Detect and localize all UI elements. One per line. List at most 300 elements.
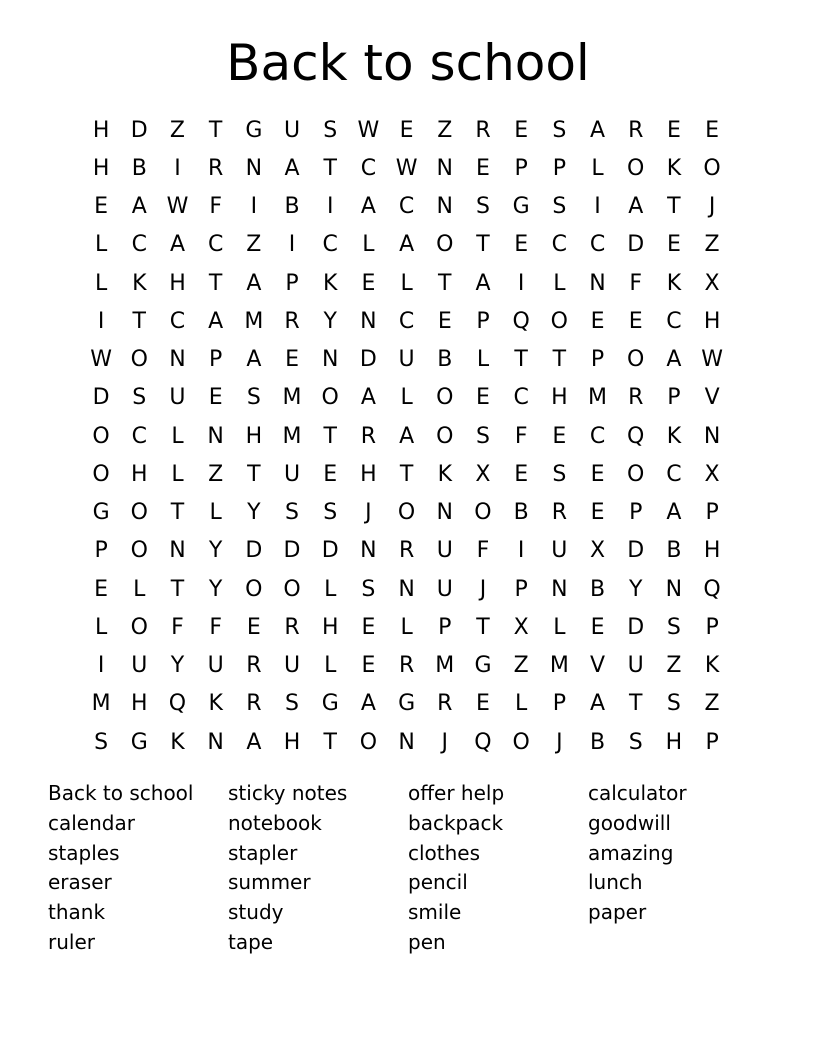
grid-letter[interactable]: N (360, 308, 377, 334)
grid-letter[interactable]: L (553, 270, 566, 296)
grid-letter[interactable]: K (666, 155, 682, 181)
grid-letter[interactable]: L (171, 423, 184, 449)
grid-letter[interactable]: I (288, 232, 296, 258)
grid-letter[interactable]: K (704, 653, 720, 679)
grid-letter[interactable]: T (208, 117, 223, 143)
grid-letter[interactable]: S (666, 614, 681, 640)
grid-letter[interactable]: P (705, 500, 719, 526)
grid-letter[interactable]: I (97, 653, 105, 679)
grid-letter[interactable]: W (701, 347, 723, 373)
grid-letter[interactable]: U (207, 653, 224, 679)
grid-letter[interactable]: O (474, 500, 492, 526)
grid-letter[interactable]: L (515, 691, 528, 717)
grid-letter[interactable]: S (666, 691, 681, 717)
grid-letter[interactable]: N (551, 576, 568, 602)
grid-letter[interactable]: H (703, 308, 721, 334)
grid-letter[interactable]: E (94, 576, 109, 602)
grid-letter[interactable]: G (92, 500, 110, 526)
grid-letter[interactable]: S (132, 385, 147, 411)
grid-letter[interactable]: T (514, 347, 528, 373)
grid-letter[interactable]: S (285, 500, 300, 526)
grid-letter[interactable]: W (395, 155, 418, 181)
grid-letter[interactable]: I (517, 270, 525, 296)
grid-letter[interactable]: P (705, 729, 719, 755)
grid-letter[interactable]: E (514, 461, 529, 487)
grid-letter[interactable]: Z (437, 117, 453, 143)
grid-letter[interactable]: N (665, 576, 683, 602)
grid-letter[interactable]: E (208, 385, 223, 411)
grid-letter[interactable]: O (512, 729, 530, 755)
grid-letter[interactable]: S (323, 500, 338, 526)
grid-letter[interactable]: A (399, 423, 415, 449)
grid-letter[interactable]: J (556, 729, 563, 755)
grid-letter[interactable]: I (517, 538, 525, 564)
grid-letter[interactable]: J (365, 500, 372, 526)
grid-letter[interactable]: A (399, 232, 415, 258)
grid-letter[interactable]: J (708, 194, 716, 220)
grid-letter[interactable]: C (207, 232, 224, 258)
grid-letter[interactable]: G (130, 729, 148, 755)
grid-letter[interactable]: Z (208, 461, 224, 487)
grid-letter[interactable]: E (514, 117, 529, 143)
grid-letter[interactable]: C (589, 232, 606, 258)
grid-letter[interactable]: D (627, 232, 645, 258)
grid-letter[interactable]: W (357, 117, 380, 143)
grid-letter[interactable]: T (323, 729, 337, 755)
grid-letter[interactable]: O (130, 500, 148, 526)
grid-letter[interactable]: N (207, 729, 224, 755)
grid-letter[interactable]: N (207, 423, 224, 449)
grid-letter[interactable]: E (285, 347, 299, 373)
grid-letter[interactable]: L (94, 614, 108, 640)
grid-letter[interactable]: R (475, 117, 491, 143)
grid-letter[interactable]: S (475, 194, 490, 220)
grid-letter[interactable]: F (476, 538, 490, 564)
grid-letter[interactable]: E (437, 308, 452, 334)
grid-letter[interactable]: U (398, 347, 415, 373)
grid-letter[interactable]: A (590, 691, 606, 717)
grid-letter[interactable]: B (589, 729, 606, 755)
grid-letter[interactable]: K (170, 729, 185, 755)
grid-letter[interactable]: K (437, 461, 452, 487)
grid-letter[interactable]: U (551, 538, 568, 564)
grid-letter[interactable]: G (474, 653, 492, 679)
word-list-item: Back to school (48, 781, 194, 805)
grid-letter[interactable]: Z (246, 232, 262, 258)
grid-letter[interactable]: C (513, 385, 529, 411)
grid-letter[interactable]: U (169, 385, 186, 411)
grid-letter[interactable]: G (321, 691, 339, 717)
grid-letter[interactable]: H (131, 461, 148, 487)
grid-letter[interactable]: K (208, 691, 223, 717)
grid-letter[interactable]: D (321, 538, 339, 564)
grid-letter[interactable]: R (246, 691, 262, 717)
grid-letter[interactable]: D (130, 117, 148, 143)
grid-letter[interactable]: A (360, 194, 376, 220)
grid-letter[interactable]: I (174, 155, 181, 181)
grid-letter[interactable]: T (628, 691, 643, 717)
grid-letter[interactable]: N (703, 423, 721, 449)
grid-letter[interactable]: T (323, 423, 337, 449)
grid-letter[interactable]: Y (628, 576, 643, 602)
grid-letter[interactable]: O (436, 385, 454, 411)
grid-letter[interactable]: C (398, 308, 415, 334)
grid-letter[interactable]: O (130, 538, 148, 564)
grid-letter[interactable]: T (476, 614, 490, 640)
grid-letter[interactable]: S (285, 691, 300, 717)
grid-letter[interactable]: P (209, 347, 223, 373)
grid-letter[interactable]: L (94, 232, 108, 258)
grid-letter[interactable]: C (551, 232, 568, 258)
grid-letter[interactable]: C (666, 461, 682, 487)
grid-letter[interactable]: E (590, 614, 605, 640)
grid-letter[interactable]: L (324, 576, 337, 602)
grid-letter[interactable]: Q (474, 729, 492, 755)
grid-letter[interactable]: H (169, 270, 186, 296)
grid-letter[interactable]: P (285, 270, 299, 296)
grid-letter[interactable]: J (479, 576, 487, 602)
grid-letter[interactable]: A (666, 500, 682, 526)
grid-letter[interactable]: A (131, 194, 147, 220)
grid-letter[interactable]: E (705, 117, 720, 143)
grid-letter[interactable]: R (360, 423, 377, 449)
grid-letter[interactable]: T (247, 461, 261, 487)
grid-letter[interactable]: O (703, 155, 721, 181)
grid-letter[interactable]: O (92, 423, 110, 449)
grid-letter[interactable]: E (552, 423, 567, 449)
grid-letter[interactable]: F (629, 270, 643, 296)
grid-letter[interactable]: B (284, 194, 300, 220)
grid-letter[interactable]: A (246, 270, 262, 296)
grid-letter[interactable]: H (321, 614, 339, 640)
grid-letter[interactable]: N (436, 194, 454, 220)
grid-letter[interactable]: A (169, 232, 185, 258)
grid-letter[interactable]: E (590, 500, 605, 526)
grid-letter[interactable]: N (169, 538, 186, 564)
grid-letter[interactable]: E (361, 270, 376, 296)
grid-letter[interactable]: Q (168, 691, 187, 717)
grid-letter[interactable]: Z (704, 232, 720, 258)
grid-letter[interactable]: Y (247, 500, 261, 526)
grid-letter[interactable]: K (323, 270, 338, 296)
grid-letter[interactable]: R (437, 691, 453, 717)
grid-letter[interactable]: E (590, 308, 605, 334)
grid-letter[interactable]: O (550, 308, 568, 334)
grid-letter[interactable]: P (590, 347, 605, 373)
grid-letter[interactable]: T (132, 308, 146, 334)
grid-letter[interactable]: N (321, 347, 339, 373)
grid-letter[interactable]: L (324, 653, 337, 679)
grid-letter[interactable]: C (169, 308, 186, 334)
grid-letter[interactable]: L (476, 347, 490, 373)
grid-letter[interactable]: I (594, 194, 601, 220)
grid-letter[interactable]: E (476, 385, 490, 411)
grid-letter[interactable]: S (552, 117, 567, 143)
grid-letter[interactable]: L (171, 461, 184, 487)
grid-letter[interactable]: A (208, 308, 224, 334)
grid-letter[interactable]: R (284, 308, 300, 334)
grid-letter[interactable]: P (629, 500, 643, 526)
grid-letter[interactable]: E (361, 653, 376, 679)
grid-letter[interactable]: W (90, 347, 112, 373)
grid-letter[interactable]: O (397, 500, 416, 526)
grid-letter[interactable]: S (552, 461, 567, 487)
grid-letter[interactable]: O (130, 347, 148, 373)
grid-letter[interactable]: B (437, 347, 453, 373)
grid-letter[interactable]: F (209, 194, 222, 220)
grid-letter[interactable]: G (245, 117, 263, 143)
grid-letter[interactable]: B (131, 155, 147, 181)
grid-letter[interactable]: O (627, 461, 645, 487)
grid-letter[interactable]: S (475, 423, 490, 449)
puzzle-title: Back to school (226, 34, 590, 92)
grid-letter[interactable]: O (436, 232, 454, 258)
word-list (48, 779, 768, 958)
grid-letter[interactable]: I (326, 194, 334, 220)
grid-letter[interactable]: P (514, 155, 528, 181)
grid-letter[interactable]: D (627, 614, 645, 640)
grid-letter[interactable]: D (283, 538, 301, 564)
grid-letter[interactable]: E (514, 232, 529, 258)
grid-letter[interactable]: X (475, 461, 491, 487)
grid-letter[interactable]: L (133, 576, 146, 602)
grid-letter[interactable]: O (245, 576, 263, 602)
grid-letter[interactable]: N (398, 729, 415, 755)
word-list-item: eraser (48, 870, 112, 895)
grid-letter[interactable]: Q (703, 576, 721, 602)
grid-letter[interactable]: P (476, 308, 490, 334)
grid-letter[interactable]: X (589, 538, 606, 564)
grid-letter[interactable]: Z (666, 653, 682, 679)
word-list-item: stapler (228, 840, 298, 865)
grid-letter[interactable]: J (441, 729, 449, 755)
grid-letter[interactable]: A (360, 691, 376, 717)
grid-letter[interactable]: O (436, 423, 454, 449)
grid-letter[interactable]: F (209, 614, 222, 640)
grid-letter[interactable]: P (552, 691, 566, 717)
grid-letter[interactable]: D (92, 385, 110, 411)
grid-letter[interactable]: Q (512, 308, 530, 334)
grid-letter[interactable]: D (359, 347, 377, 373)
grid-letter[interactable]: T (323, 155, 337, 181)
grid-letter[interactable]: K (666, 270, 682, 296)
grid-letter[interactable]: P (438, 614, 452, 640)
grid-letter[interactable]: H (283, 729, 301, 755)
grid-letter[interactable]: X (513, 614, 529, 640)
grid-letter[interactable]: P (514, 576, 528, 602)
word-column (408, 779, 588, 958)
grid-letter[interactable]: E (666, 232, 681, 258)
grid-letter[interactable]: F (514, 423, 528, 449)
grid-letter[interactable]: H (245, 423, 263, 449)
grid-letter[interactable]: I (97, 308, 105, 334)
grid-letter[interactable]: U (436, 538, 453, 564)
grid-letter[interactable]: O (321, 385, 339, 411)
grid-letter[interactable]: M (588, 385, 608, 411)
grid-letter[interactable]: E (361, 614, 376, 640)
grid-letter[interactable]: U (283, 461, 301, 487)
grid-letter[interactable]: P (94, 538, 108, 564)
grid-letter[interactable]: E (476, 155, 490, 181)
grid-letter[interactable]: E (628, 308, 643, 334)
grid-letter[interactable]: R (628, 117, 644, 143)
grid-letter[interactable]: N (398, 576, 415, 602)
grid-letter[interactable]: S (323, 117, 338, 143)
grid-letter[interactable]: C (131, 423, 147, 449)
grid-letter[interactable]: O (130, 614, 148, 640)
grid-letter[interactable]: N (360, 538, 377, 564)
grid-letter[interactable]: L (591, 155, 604, 181)
grid-letter[interactable]: O (283, 576, 301, 602)
grid-letter[interactable]: U (627, 653, 644, 679)
grid-letter[interactable]: C (131, 232, 147, 258)
grid-letter[interactable]: E (399, 117, 414, 143)
grid-letter[interactable]: H (551, 385, 568, 411)
grid-letter[interactable]: S (552, 194, 567, 220)
grid-letter[interactable]: H (92, 117, 110, 143)
grid-letter[interactable]: O (92, 461, 110, 487)
grid-letter[interactable]: K (666, 423, 682, 449)
grid-letter[interactable]: A (475, 270, 491, 296)
grid-letter[interactable]: M (244, 308, 264, 334)
grid-letter[interactable]: C (589, 423, 606, 449)
grid-letter[interactable]: A (246, 729, 262, 755)
grid-letter[interactable]: V (590, 653, 606, 679)
grid-letter[interactable]: T (208, 270, 223, 296)
grid-letter[interactable]: H (665, 729, 683, 755)
grid-letter[interactable]: B (513, 500, 529, 526)
grid-letter[interactable]: P (667, 385, 681, 411)
grid-letter[interactable]: X (704, 461, 720, 487)
word-list-item: lunch (588, 870, 643, 895)
grid-letter[interactable]: N (436, 155, 454, 181)
grid-letter[interactable]: N (245, 155, 263, 181)
grid-letter[interactable]: M (282, 423, 302, 449)
grid-letter[interactable]: U (436, 576, 453, 602)
grid-letter[interactable]: E (476, 691, 490, 717)
grid-letter[interactable]: F (171, 614, 184, 640)
grid-letter[interactable]: S (94, 729, 109, 755)
grid-letter[interactable]: Z (513, 653, 529, 679)
grid-letter[interactable]: H (703, 538, 721, 564)
grid-letter[interactable]: E (246, 614, 261, 640)
grid-letter[interactable]: H (360, 461, 377, 487)
grid-letter[interactable]: A (590, 117, 606, 143)
grid-letter[interactable]: K (132, 270, 147, 296)
grid-letter[interactable]: A (628, 194, 644, 220)
grid-letter[interactable]: S (361, 576, 376, 602)
grid-letter[interactable]: Y (170, 653, 185, 679)
grid-letter[interactable]: N (169, 347, 186, 373)
grid-letter[interactable]: D (627, 538, 645, 564)
grid-letter[interactable]: L (209, 500, 222, 526)
grid-letter[interactable]: R (246, 653, 262, 679)
grid-letter[interactable]: A (666, 347, 682, 373)
grid-letter[interactable]: N (436, 500, 454, 526)
grid-letter[interactable]: T (476, 232, 490, 258)
grid-letter[interactable]: U (283, 117, 301, 143)
grid-letter[interactable]: M (549, 653, 569, 679)
grid-letter[interactable]: G (398, 691, 416, 717)
grid-letter[interactable]: P (552, 155, 566, 181)
grid-letter[interactable]: V (704, 385, 720, 411)
grid-letter[interactable]: D (245, 538, 263, 564)
grid-letter[interactable]: Z (704, 691, 720, 717)
grid-letter[interactable]: A (246, 347, 262, 373)
grid-letter[interactable]: W (166, 194, 189, 220)
grid-letter[interactable]: R (398, 653, 415, 679)
grid-letter[interactable]: M (91, 691, 111, 717)
grid-letter[interactable]: T (438, 270, 452, 296)
grid-letter[interactable]: E (666, 117, 681, 143)
grid-letter[interactable]: Y (323, 308, 337, 334)
grid-letter[interactable]: C (398, 194, 415, 220)
word-list-item: ruler (48, 929, 95, 954)
grid-letter[interactable]: X (704, 270, 720, 296)
grid-letter[interactable]: T (170, 576, 185, 602)
grid-letter[interactable]: T (667, 194, 681, 220)
grid-letter[interactable]: R (208, 155, 224, 181)
grid-letter[interactable]: T (552, 347, 567, 373)
grid-letter[interactable]: R (398, 538, 415, 564)
grid-letter[interactable]: N (589, 270, 606, 296)
grid-letter[interactable]: R (628, 385, 644, 411)
grid-letter[interactable]: P (705, 614, 719, 640)
grid-letter[interactable]: Z (169, 117, 185, 143)
grid-letter[interactable]: C (360, 155, 377, 181)
grid-letter[interactable]: T (399, 461, 414, 487)
grid-letter[interactable]: C (666, 308, 682, 334)
grid-letter[interactable]: L (400, 270, 413, 296)
grid-letter[interactable]: T (170, 500, 185, 526)
grid-letter[interactable]: O (627, 155, 645, 181)
grid-letter[interactable]: L (400, 614, 413, 640)
word-column (48, 779, 228, 958)
grid-letter[interactable]: O (627, 347, 645, 373)
grid-letter[interactable]: H (92, 155, 110, 181)
grid-letter[interactable]: Y (208, 576, 223, 602)
grid-letter[interactable]: S (246, 385, 261, 411)
word-list-item: clothes (408, 840, 481, 865)
grid-letter[interactable]: A (284, 155, 300, 181)
grid-letter[interactable]: H (131, 691, 148, 717)
grid-letter[interactable]: B (589, 576, 606, 602)
grid-letter[interactable]: E (323, 461, 338, 487)
grid-letter[interactable]: R (284, 614, 300, 640)
grid-letter[interactable]: C (322, 232, 338, 258)
grid-letter[interactable]: B (666, 538, 682, 564)
grid-letter[interactable]: I (250, 194, 258, 220)
grid-letter[interactable]: M (282, 385, 302, 411)
grid-letter[interactable]: Y (208, 538, 223, 564)
grid-letter[interactable]: R (551, 500, 567, 526)
grid-letter[interactable]: A (360, 385, 376, 411)
grid-letter[interactable]: E (94, 194, 109, 220)
word-list-item: calculator (588, 781, 687, 805)
grid-letter[interactable]: L (400, 385, 413, 411)
grid-letter[interactable]: L (362, 232, 375, 258)
grid-letter[interactable]: O (359, 729, 378, 755)
grid-letter[interactable]: U (283, 653, 301, 679)
grid-letter[interactable]: Q (627, 423, 645, 449)
grid-letter[interactable]: L (553, 614, 566, 640)
grid-letter[interactable]: G (512, 194, 530, 220)
grid-letter[interactable]: U (131, 653, 148, 679)
grid-letter[interactable]: E (590, 461, 605, 487)
grid-letter[interactable]: S (628, 729, 643, 755)
grid-letter[interactable]: M (435, 653, 455, 679)
grid-letter[interactable]: L (94, 270, 108, 296)
